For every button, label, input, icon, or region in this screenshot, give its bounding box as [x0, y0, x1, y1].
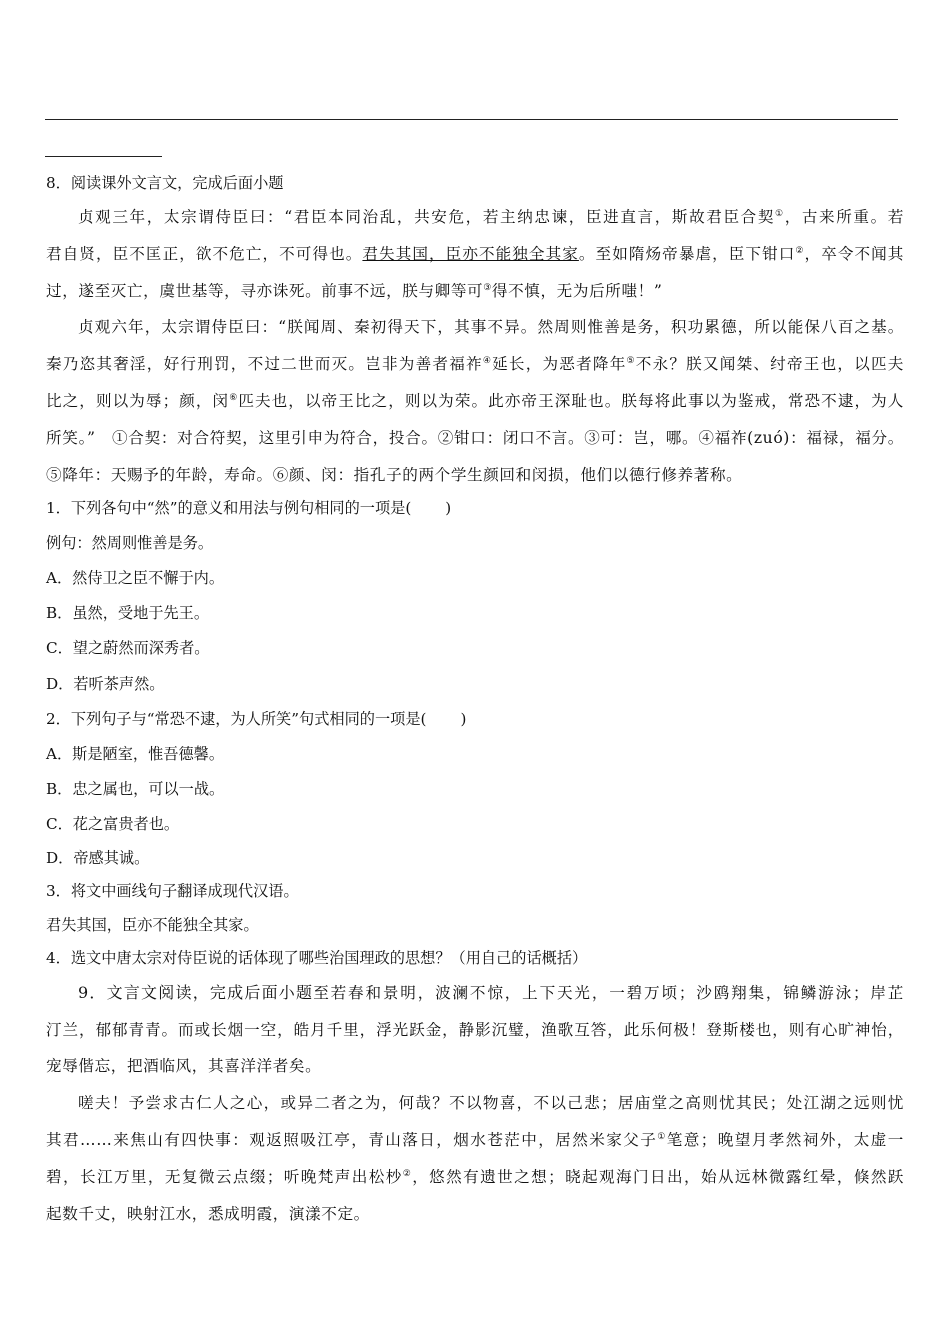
translation-sentence: 君失其国，臣亦不能独全其家。 [46, 916, 259, 934]
option-b: B．虽然，受地于先王。 [46, 604, 210, 622]
underlined-sentence: 君失其国，臣亦不能独全其家 [362, 245, 579, 263]
q9-passage-line: 嗟夫！予尝求古仁人之心，或异二者之为，何哉？不以物喜，不以己悲；居庙堂之高则忧其民；处江湖之远则忧 [78, 1094, 904, 1112]
answer-line [45, 119, 898, 120]
q8-passage-line: 秦乃恣其奢淫，好行刑罚，不过二世而灭。岂非为善者福祚④延长，为恶者降年⑤不永？朕又闻桀、纣帝王也，以匹夫 [46, 355, 904, 373]
q8-notes-line: 所笑。” ①合契：对合符契，这里引申为符合，投合。②钳口：闭口不言。③可：岂，哪。④福祚(zuó)：福禄，福分。 [46, 429, 904, 447]
q9-passage-line: 宠辱偕忘，把酒临风，其喜洋洋者矣。 [46, 1057, 322, 1075]
option-d: D．帝感其诚。 [46, 849, 150, 867]
option-d: D．若听茶声然。 [46, 675, 165, 693]
q9-passage-line: 9．文言文阅读，完成后面小题至若春和景明，波澜不惊，上下天光，一碧万顷；沙鸥翔集，锦鳞游泳；岸芷 [78, 983, 904, 1002]
q8-notes-line: ⑤降年：天赐予的年龄，寿命。⑥颜、闵：指孔子的两个学生颜回和闵损，他们以德行修养著称。 [46, 466, 743, 484]
q9-passage-line: 其君……来焦山有四快事：观返照吸江亭，青山落日，烟水苍茫中，居然米家父子①笔意；晚望月孝然祠外，太虚一 [46, 1131, 904, 1149]
q8-passage-line: 贞观六年，太宗谓侍臣曰：“朕闻周、秦初得天下，其事不异。然周则惟善是务，积功累德，所以能保八百之基。 [78, 318, 904, 336]
option-a: A．然侍卫之臣不懈于内。 [46, 569, 225, 587]
q9-passage-line: 碧，长江万里，无复微云点缀；听晚梵声出松杪②，悠然有遗世之想；晓起观海门日出，始从远林微露红晕，倏然跃 [46, 1168, 904, 1186]
option-a: A．斯是陋室，惟吾德馨。 [46, 745, 225, 763]
subquestion-1: 1．下列各句中“然”的意义和用法与例句相同的一项是( ) [46, 499, 452, 517]
q9-title: 9．文言文阅读，完成后面小题 [78, 983, 314, 1002]
q9-passage-line: 汀兰，郁郁青青。而或长烟一空，皓月千里，浮光跃金，静影沉璧，渔歌互答，此乐何极！登斯楼也，则有心旷神怡， [46, 1021, 904, 1039]
option-b: B．忠之属也，可以一战。 [46, 780, 225, 798]
q8-passage-line: 过，遂至灭亡，虞世基等，寻亦诛死。前事不远，朕与卿等可③得不慎，无为后所嗤！” [46, 282, 663, 300]
subquestion-3: 3．将文中画线句子翻译成现代汉语。 [46, 882, 299, 900]
q8-passage-line: 贞观三年，太宗谓侍臣曰：“君臣本同治乱，共安危，若主纳忠谏，臣进直言，斯故君臣合契①，古来所重。若 [78, 208, 904, 226]
q8-passage-line: 比之，则以为辱；颜，闵⑥匹夫也，以帝王比之，则以为荣。此亦帝王深耻也。朕每将此事以为鉴戒，常恐不逮，为人 [46, 392, 904, 410]
option-c: C．望之蔚然而深秀者。 [46, 639, 210, 657]
q8-title: 8．阅读课外文言文，完成后面小题 [46, 174, 284, 192]
answer-line-short [45, 156, 162, 157]
subquestion-4: 4．选文中唐太宗对侍臣说的话体现了哪些治国理政的思想？（用自己的话概括） [46, 949, 588, 967]
option-c: C．花之富贵者也。 [46, 815, 180, 833]
subquestion-2: 2．下列句子与“常恐不逮，为人所笑”句式相同的一项是( ) [46, 710, 467, 728]
q9-passage-line: 起数千丈，映射江水，悉成明霞，演漾不定。 [46, 1205, 370, 1223]
example-sentence: 例句：然周则惟善是务。 [46, 534, 214, 552]
q8-passage-line: 君自贤，臣不匡正，欲不危亡，不可得也。君失其国，臣亦不能独全其家。至如隋炀帝暴虐，臣下钳口②，卒令不闻其 [46, 245, 905, 263]
